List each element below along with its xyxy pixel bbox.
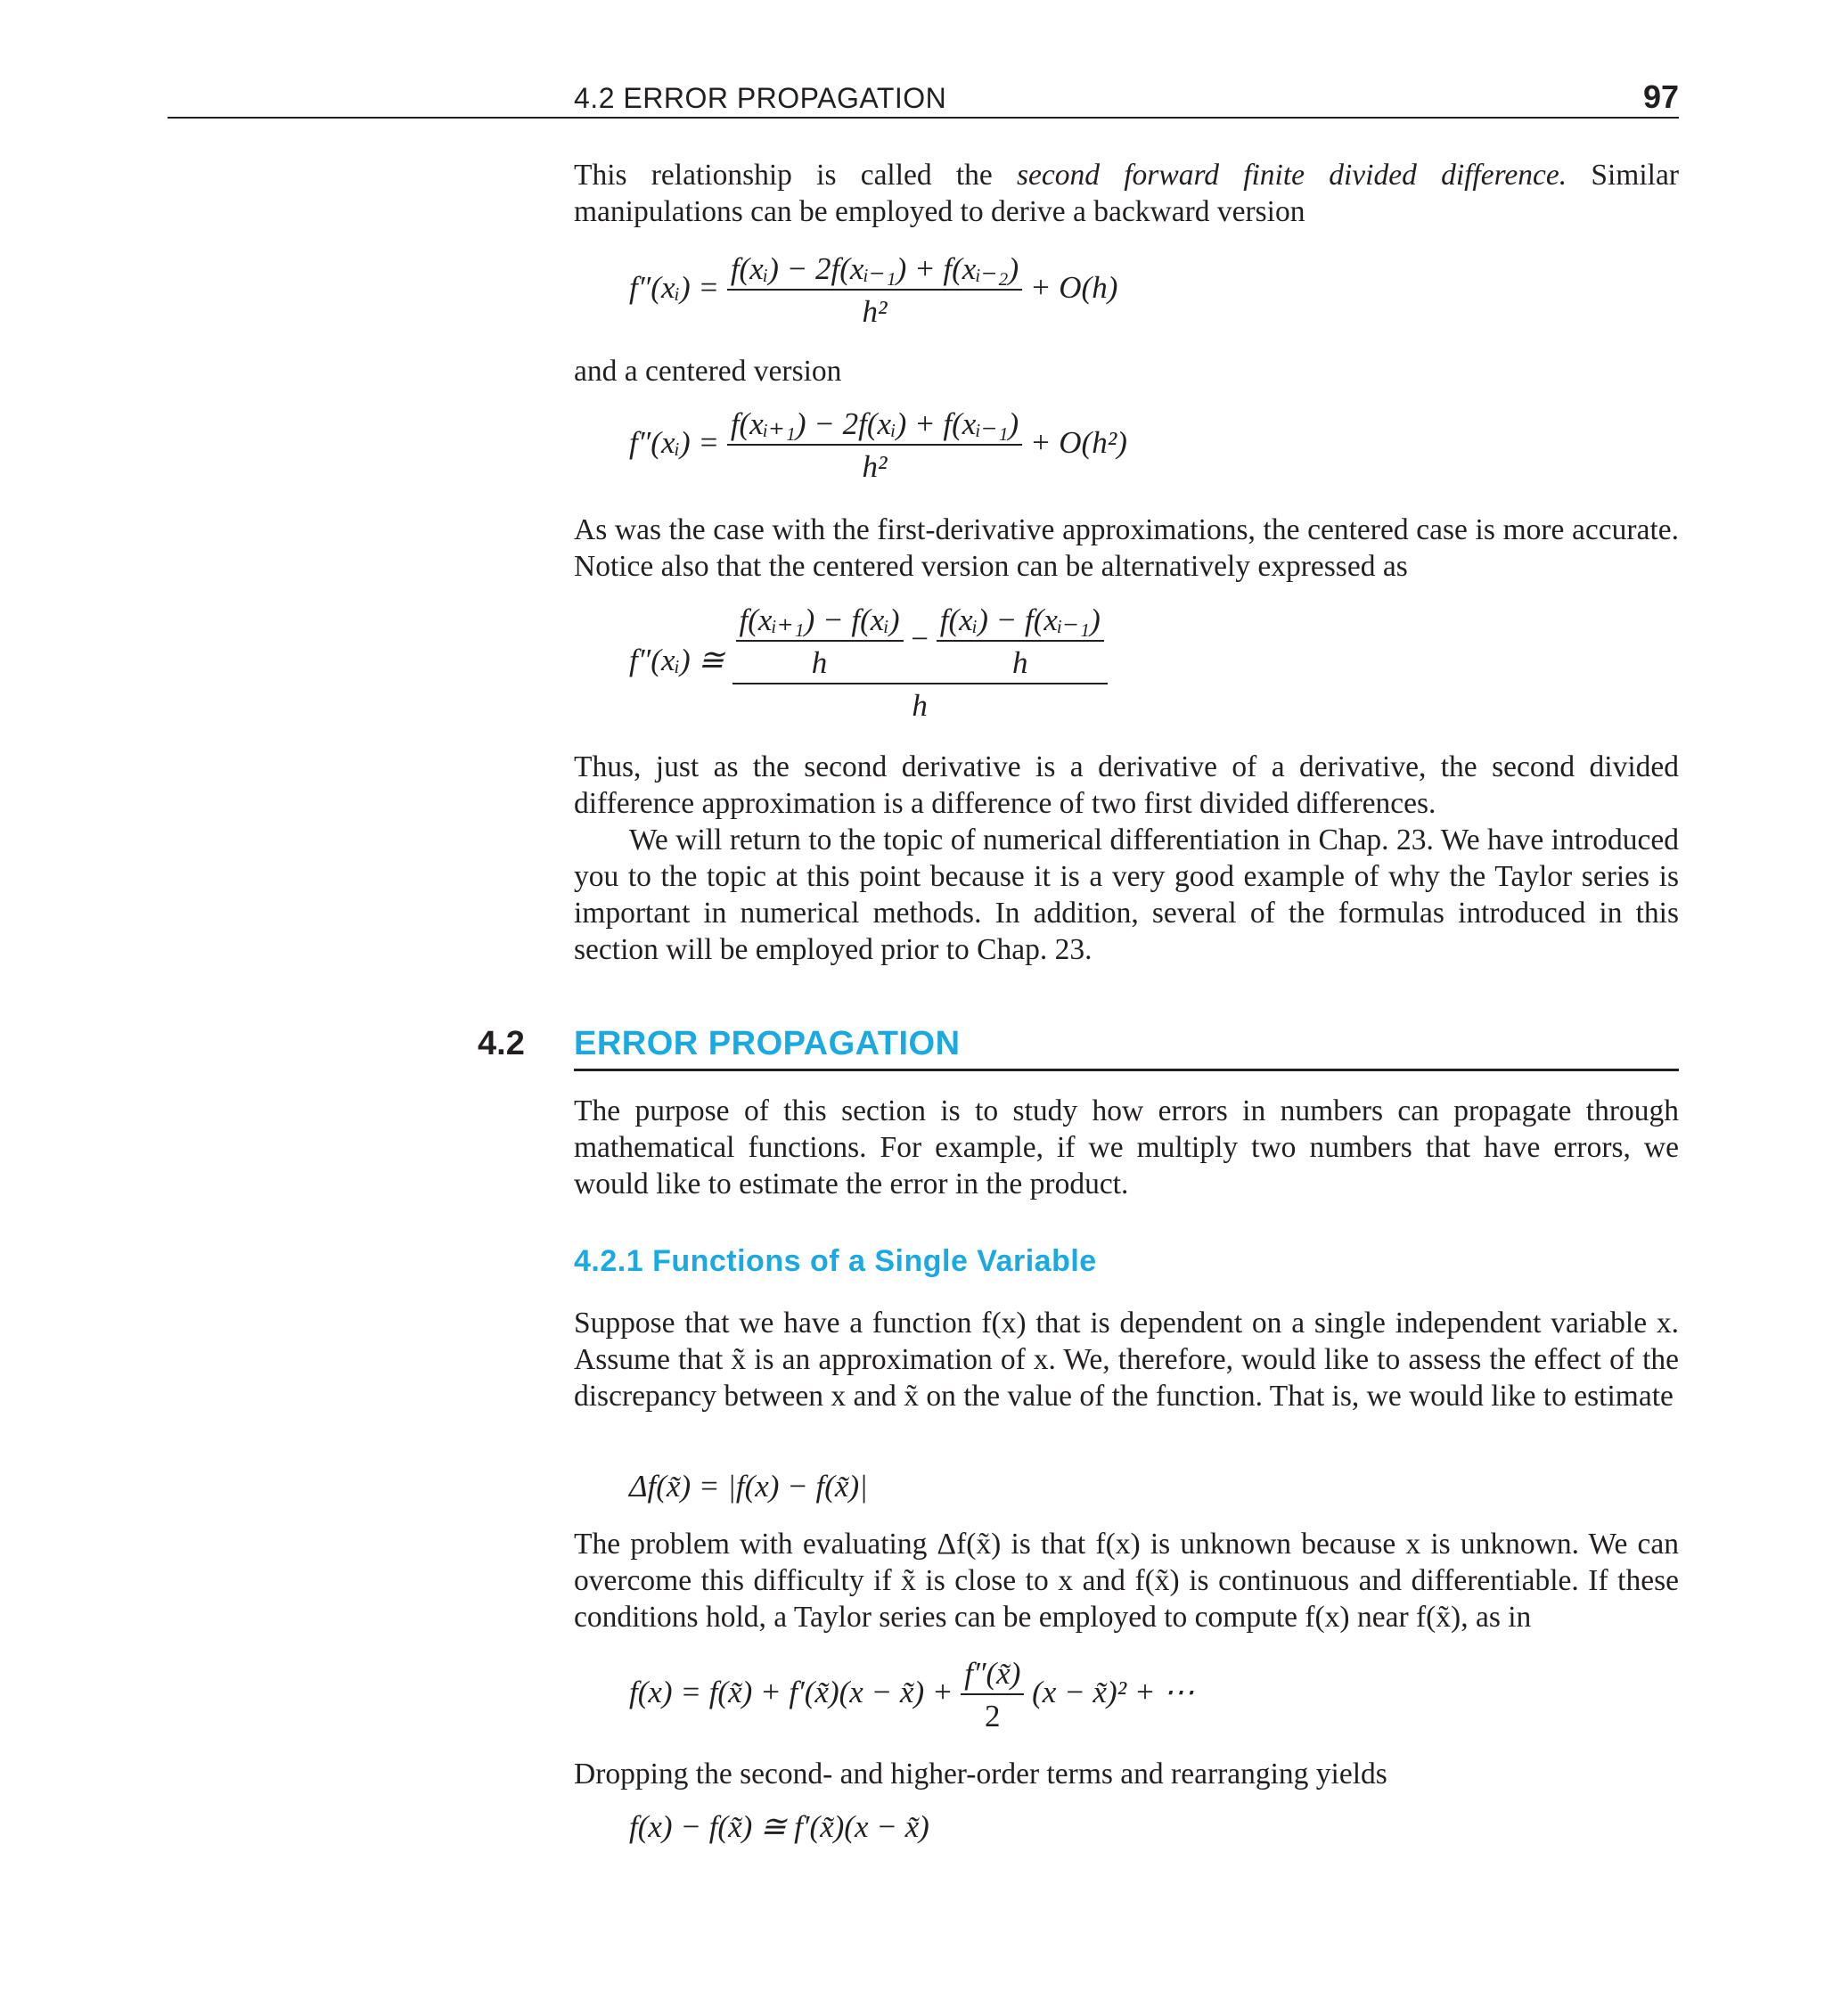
equation-tail: (x − x̃)² + ⋯ [1032,1675,1195,1710]
fraction-denominator: h² [727,444,1022,485]
equation-centered-difference [629,406,1127,485]
fraction-denominator: h² [727,289,1022,330]
paragraph-section-purpose: The purpose of this section is to study how errors in numbers can propagate through mathematical functions. For example, if we multiply two numbers that have errors, we would like to estimate the error in the product. [574,1094,1679,1201]
minus-sign: − [911,621,929,657]
outer-denominator: h [732,683,1108,724]
subsection-title: 4.2.1 Functions of a Single Variable [574,1244,1097,1278]
equation-tail: + O(h²) [1029,425,1127,461]
header-rule [168,117,1679,119]
paragraph-second-forward-difference [574,157,1679,230]
text-run: This relationship is called the [574,159,1018,192]
inner-fraction-left [736,602,904,681]
inner-numerator-right: f(xᵢ) − f(xᵢ₋₁) [939,602,1101,637]
equation-lhs: f″(xᵢ) = [629,425,720,461]
outer-fraction [732,602,1108,724]
paragraph-dropping-terms: Dropping the second- and higher-order terms and rearranging yields [574,1758,1387,1791]
equation-tail: + O(h) [1029,270,1118,306]
equation-lhs: f″(xᵢ) ≅ [629,643,724,678]
paragraph-centered-accuracy: As was the case with the first-derivative approximations, the centered case is more accurate. Notice also that the centered version can be alternatively expressed as [574,513,1679,583]
equation-delta-f: Δf(x̃) = |f(x) − f(x̃)| [629,1469,868,1504]
paragraph-second-divided-difference: Thus, just as the second derivative is a derivative of a derivative, the second divided difference approximation is a difference of two first divided differences. [574,750,1679,820]
inner-numerator-left: f(xᵢ₊₁) − f(xᵢ) [739,602,900,637]
equation-backward-difference [629,251,1117,330]
inner-denominator-right: h [937,640,1104,681]
paragraph-taylor-motivation: The problem with evaluating Δf(x̃) is that f(x) is unknown because x is unknown. We can overcome this difficulty if x̃ is close to x and f(x̃) is continuous and differentiable. If these conditions hold, a Taylor series can be employed to compute f(x) near f(x̃), as in [574,1528,1679,1634]
running-header-title: 4.2 ERROR PROPAGATION [574,82,947,114]
section-rule [574,1069,1679,1071]
paragraph-numerical-differentiation: We will return to the topic of numerical differentiation in Chap. 23. We have introduced you to the topic at this point because it is a very good example of why the Taylor series is important in numerical methods. In addition, several of the formulas introduced in this section will be employed prior to Chap. 23. [574,824,1679,966]
equation-first-order-error: f(x) − f(x̃) ≅ f′(x̃)(x − x̃) [629,1809,929,1844]
inner-fraction-right [937,602,1104,681]
fraction-numerator: f″(x̃) [964,1656,1021,1691]
fraction [727,406,1022,485]
equation-lhs: f″(xᵢ) = [629,270,720,306]
text-run: Similar manipulations can be employed to derive a backward version [574,159,1679,228]
emphasized-term: second forward finite divided difference. [1017,159,1567,192]
fraction-numerator: f(xᵢ) − 2f(xᵢ₋₁) + f(xᵢ₋₂) [730,251,1019,286]
fraction [727,251,1022,330]
fraction-denominator: 2 [961,1693,1024,1734]
page-number: 97 [1642,78,1679,115]
equation-lhs: f(x) = f(x̃) + f′(x̃)(x − x̃) + [629,1675,953,1710]
fraction-numerator: f(xᵢ₊₁) − 2f(xᵢ) + f(xᵢ₋₁) [730,406,1019,441]
fraction [961,1656,1024,1734]
paragraph-single-variable: Suppose that we have a function f(x) that is dependent on a single independent variable x. Assume that x̃ is an approximation of x. We, therefore, would like to assess the effect of the discrepancy between x and x̃ on the value of the function. That is, we would like to estimate [574,1307,1679,1413]
equation-taylor-series [629,1656,1194,1734]
outer-numerator [732,602,1108,683]
inner-denominator-left: h [736,640,904,681]
section-number: 4.2 [478,1025,525,1062]
paragraph-centered-intro: and a centered version [574,355,842,388]
equation-nested-difference [629,602,1108,724]
section-title: ERROR PROPAGATION [574,1025,961,1062]
